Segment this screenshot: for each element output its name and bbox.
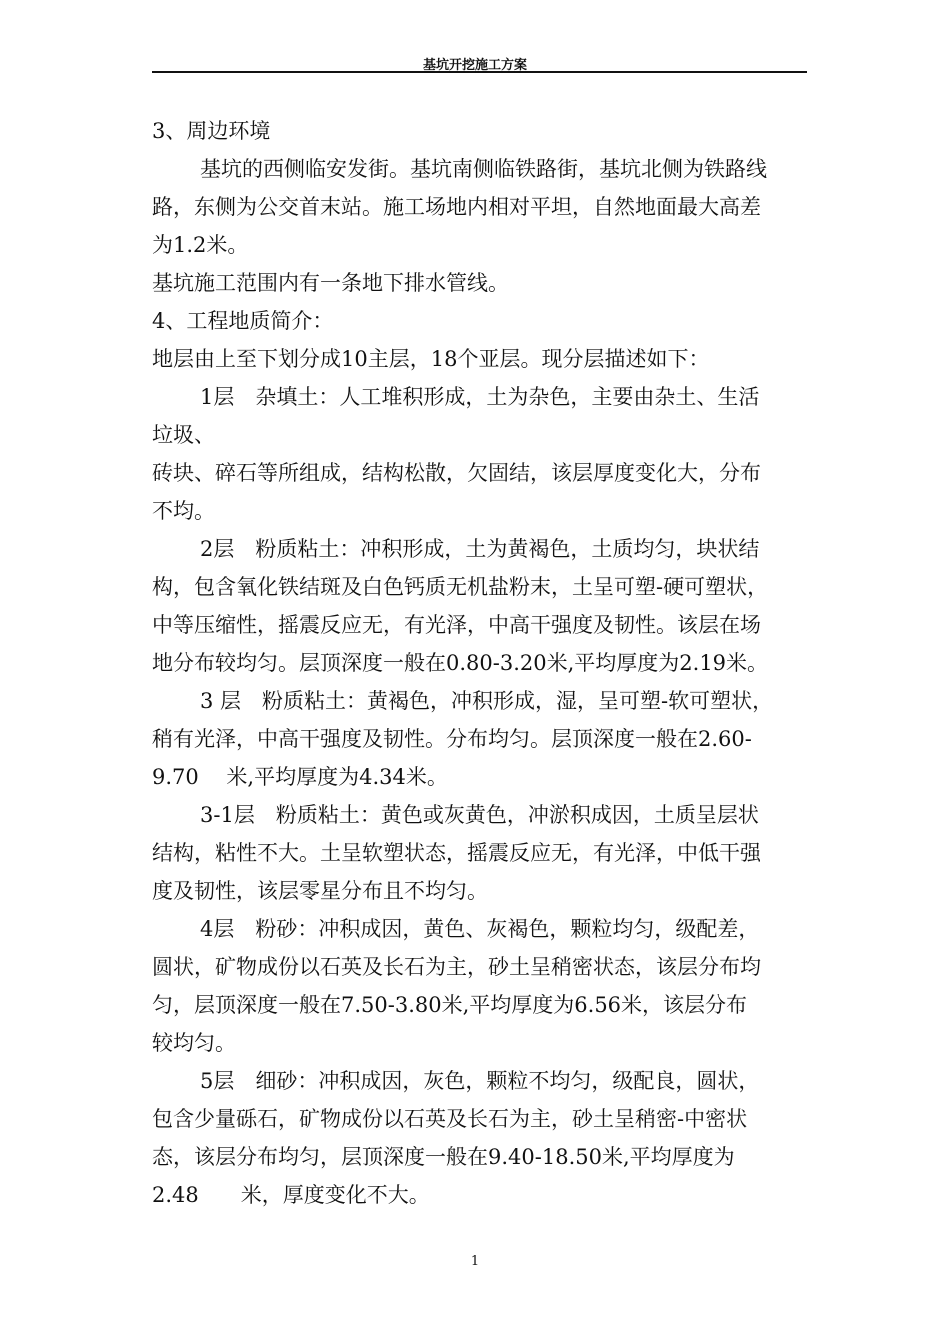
paragraph-line: 1层 杂填土：人工堆积形成，土为杂色，主要由杂土、生活 xyxy=(200,385,760,409)
page-number: 1 xyxy=(470,1254,480,1269)
paragraph-line: 不均。 xyxy=(152,499,215,523)
paragraph-line: 稍有光泽，中高干强度及韧性。分布均匀。层顶深度一般在2.60- xyxy=(152,727,752,751)
header-title: 基坑开挖施工方案 xyxy=(422,58,527,73)
paragraph-line: 9.70 米,平均厚度为4.34米。 xyxy=(152,765,448,789)
paragraph-line: 地层由上至下划分成10主层，18个亚层。现分层描述如下： xyxy=(152,347,710,371)
paragraph-line: 3 层 粉质粘土：黄褐色，冲积形成，湿，呈可塑-软可塑状， xyxy=(200,689,774,713)
paragraph-line: 3-1层 粉质粘土：黄色或灰黄色，冲淤积成因，土质呈层状 xyxy=(200,803,759,827)
paragraph-line: 态，该层分布均匀，层顶深度一般在9.40-18.50米,平均厚度为 xyxy=(152,1145,735,1169)
paragraph-line: 中等压缩性，摇震反应无，有光泽，中高干强度及韧性。该层在场 xyxy=(152,613,761,637)
paragraph-line: 2.48 米，厚度变化不大。 xyxy=(152,1183,430,1207)
paragraph-line: 5层 细砂：冲积成因，灰色，颗粒不均匀，级配良，圆状， xyxy=(200,1069,760,1093)
paragraph-line: 砖块、碎石等所组成，结构松散，欠固结，该层厚度变化大，分布 xyxy=(152,461,761,485)
paragraph-line: 包含少量砾石，矿物成份以石英及长石为主，砂土呈稍密-中密状 xyxy=(152,1107,748,1131)
paragraph-line: 2层 粉质粘土：冲积形成，土为黄褐色，土质均匀，块状结 xyxy=(200,537,760,561)
paragraph-line: 基坑的西侧临安发街。基坑南侧临铁路街，基坑北侧为铁路线 xyxy=(200,157,767,181)
paragraph-line: 路，东侧为公交首末站。施工场地内相对平坦，自然地面最大高差 xyxy=(152,195,761,219)
paragraph-line: 地分布较均匀。层顶深度一般在0.80-3.20米,平均厚度为2.19米。 xyxy=(152,651,769,675)
section-heading: 3、周边环境 xyxy=(152,119,271,143)
paragraph-line: 基坑施工范围内有一条地下排水管线。 xyxy=(152,271,509,295)
paragraph-line: 构，包含氧化铁结斑及白色钙质无机盐粉末，土呈可塑-硬可塑状， xyxy=(152,575,769,599)
paragraph-line: 圆状，矿物成份以石英及长石为主，砂土呈稍密状态，该层分布均 xyxy=(152,955,761,979)
paragraph-line: 匀，层顶深度一般在7.50-3.80米,平均厚度为6.56米，该层分布 xyxy=(152,993,748,1017)
paragraph-line: 结构，粘性不大。土呈软塑状态，摇震反应无，有光泽，中低干强 xyxy=(152,841,761,865)
paragraph-line: 较均匀。 xyxy=(152,1031,236,1055)
section-heading: 4、工程地质简介： xyxy=(152,309,334,333)
paragraph-line: 4层 粉砂：冲积成因，黄色、灰褐色，颗粒均匀，级配差， xyxy=(200,917,760,941)
paragraph-line: 垃圾、 xyxy=(152,423,215,447)
header-rule xyxy=(152,71,807,73)
paragraph-line: 为1.2米。 xyxy=(152,233,249,257)
paragraph-line: 度及韧性，该层零星分布且不均匀。 xyxy=(152,879,488,903)
